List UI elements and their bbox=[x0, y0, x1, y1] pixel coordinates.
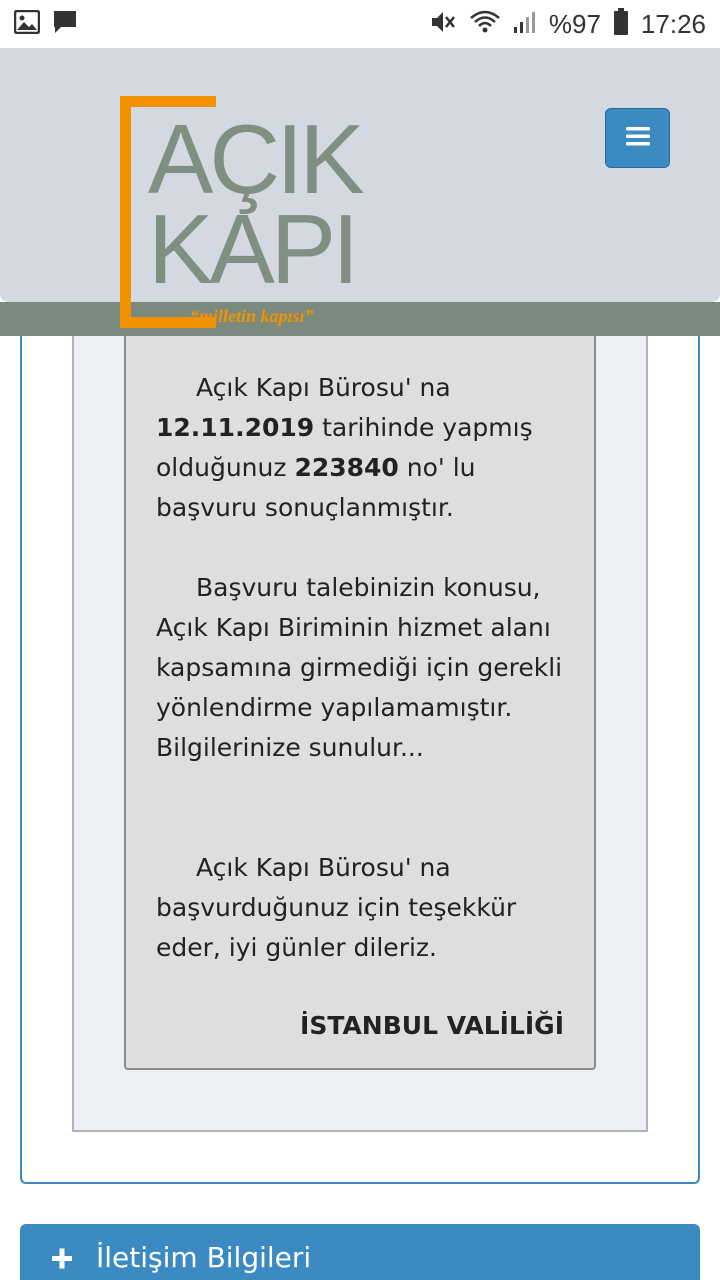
logo-slogan: “milletin kapısı” bbox=[190, 306, 314, 326]
contact-info-accordion[interactable] bbox=[20, 1224, 700, 1280]
result-paragraph-1 bbox=[156, 368, 576, 528]
result-explanation-text: Başvuru talebinizin konusu, Açık Kapı Biriminin hizmet alanı kapsamına girmediği için gerekli yönlendirme yapılamamıştır. Bilgilerinize sunulur... bbox=[156, 573, 563, 762]
status-bar bbox=[0, 0, 720, 48]
result-paragraph-3 bbox=[156, 848, 576, 968]
clock: 17:26 bbox=[640, 8, 706, 39]
logo-text-line1: AÇIK bbox=[148, 104, 361, 214]
result-suffix-text: no' lu başvuru sonuçlanmıştır. bbox=[156, 453, 476, 522]
signal-icon bbox=[513, 9, 537, 39]
message-notification-icon bbox=[52, 9, 78, 39]
contact-info-label: İletişim Bilgileri bbox=[96, 1241, 312, 1274]
plus-icon bbox=[50, 1238, 96, 1280]
hamburger-icon bbox=[626, 126, 650, 150]
application-number: 223840 bbox=[294, 453, 399, 482]
application-date: 12.11.2019 bbox=[156, 413, 315, 442]
battery-icon bbox=[613, 8, 629, 40]
hamburger-menu-button[interactable] bbox=[605, 108, 670, 168]
logo-text-line2: KAPI bbox=[148, 194, 356, 304]
result-paragraph-2 bbox=[156, 568, 576, 768]
site-logo[interactable] bbox=[120, 96, 390, 332]
battery-percent: %97 bbox=[548, 8, 601, 39]
gallery-notification-icon bbox=[14, 10, 40, 38]
signature: İSTANBUL VALİLİĞİ bbox=[300, 1011, 564, 1040]
mute-icon bbox=[429, 9, 457, 39]
thank-you-text: Açık Kapı Bürosu' na başvurduğunuz için teşekkür eder, iyi günler dileriz. bbox=[156, 853, 517, 962]
result-intro-text: Açık Kapı Bürosu' na bbox=[196, 373, 451, 402]
result-mid-text: tarihinde yapmış olduğunuz bbox=[156, 413, 533, 482]
wifi-icon bbox=[469, 9, 501, 39]
